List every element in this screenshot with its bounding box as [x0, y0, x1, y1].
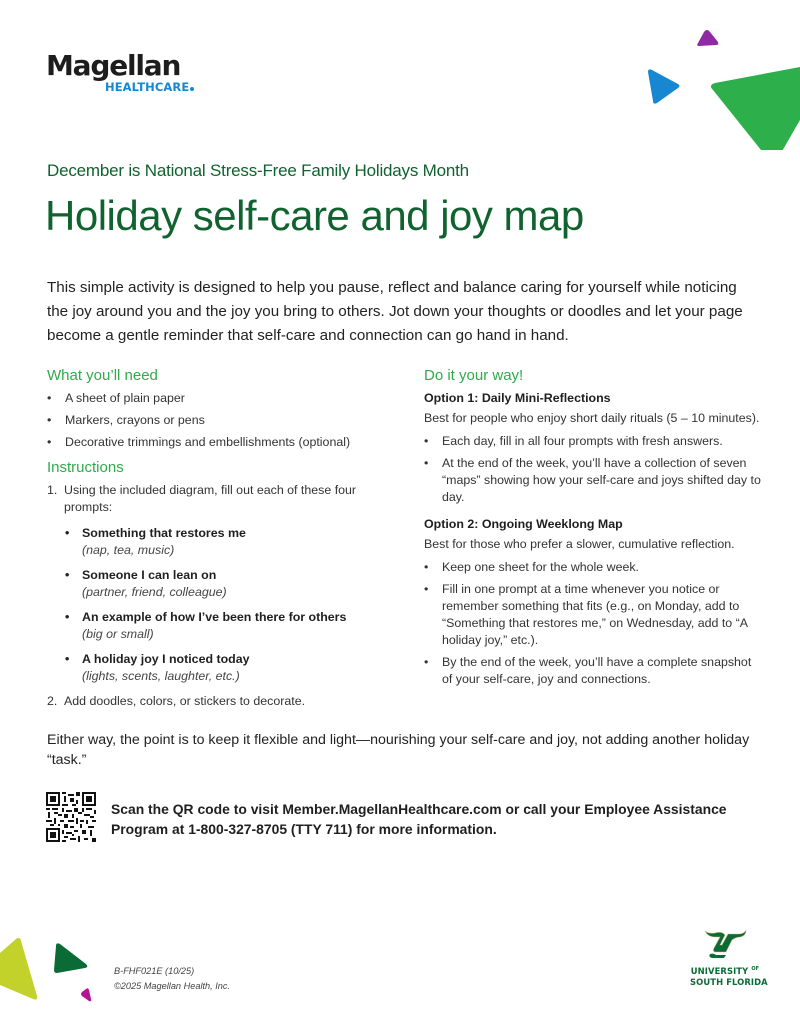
usf-line1: UNIVERSITY $^{OF}$: [690, 965, 760, 976]
triangle-magenta-icon: [81, 988, 91, 1001]
triangle-blue-icon: [648, 69, 680, 103]
needs-item: • Markers, crayons or pens: [47, 412, 392, 429]
option1-list: [424, 433, 764, 506]
step-text: Add doodles, colors, or stickers to decorate.: [64, 694, 306, 708]
logo-subtext: HEALTHCARE: [105, 80, 194, 94]
prompt-item: [64, 525, 392, 559]
usf-bull-icon: [702, 928, 748, 960]
triangle-green-icon: [711, 67, 800, 150]
triangle-purple-icon: [697, 30, 718, 46]
closing-paragraph: Either way, the point is to keep it flexible and light—nourishing your self-care and joy, not adding another holiday “task.”: [47, 732, 750, 768]
qr-code-icon[interactable]: [46, 792, 96, 842]
document-footer: [114, 964, 230, 994]
option2-description: Best for those who prefer a slower, cumulative reflection.: [424, 537, 735, 551]
step-number: 1.: [47, 483, 58, 497]
logo-wordmark: Magellan: [46, 49, 181, 82]
prompt-examples: (big or small): [82, 627, 154, 641]
prompt-examples: (lights, scents, laughter, etc.): [82, 669, 240, 683]
needs-list: [47, 390, 392, 451]
option2-title: Option 2: Ongoing Weeklong Map: [424, 517, 623, 531]
kicker-text: December is National Stress-Free Family Holidays Month: [47, 161, 469, 180]
option1-title: Option 1: Daily Mini-Reflections: [424, 391, 611, 405]
contact-call-to-action: Scan the QR code to visit Member.MagellanHealthcare.com or call your Employee Assistance Program at 1-800-327-8705 (TTY 711) for more information.: [111, 801, 727, 837]
document-code: B-FHF021E (10/25): [114, 966, 195, 976]
prompts-list: [64, 525, 392, 685]
prompt-item: [64, 567, 392, 601]
prompt-title: • A holiday joy I noticed today: [82, 652, 250, 666]
option2-item: • Fill in one prompt at a time whenever you notice or remember something that fits (e.g., on Monday, add to “Something that restores me,” on Wednesday, add to “A holiday joy,” etc.).: [424, 581, 764, 649]
options-heading: Do it your way!: [424, 367, 524, 384]
needs-heading: What you’ll need: [47, 367, 158, 384]
instruction-step: [47, 482, 392, 685]
intro-paragraph: This simple activity is designed to help you pause, reflect and balance caring for yourself while noticing the joy around you and the joy you bring to others. Jot down your thoughts or doodles and let your page become a gentle reminder that self-care and connection can go hand in hand.: [47, 279, 743, 344]
prompt-title: • An example of how I’ve been there for others: [82, 610, 347, 624]
prompt-examples: (nap, tea, music): [82, 543, 175, 557]
option2-item: • Keep one sheet for the whole week.: [424, 559, 764, 576]
instruction-step: [47, 693, 392, 710]
usf-logo: [690, 928, 768, 988]
instructions-list: [47, 482, 392, 710]
page-title: Holiday self-care and joy map: [45, 192, 584, 239]
magellan-logo: [46, 49, 190, 94]
prompt-item: [64, 651, 392, 685]
option1-item: • Each day, fill in all four prompts with fresh answers.: [424, 433, 764, 450]
prompt-item: [64, 609, 392, 643]
right-column: [424, 366, 764, 693]
usf-line2: SOUTH FLORIDA: [690, 976, 768, 987]
option2-list: [424, 559, 764, 688]
triangle-lime-icon: [0, 938, 37, 1000]
decorative-triangles-top: [640, 20, 800, 150]
step-text: Using the included diagram, fill out each of these four prompts:: [64, 483, 357, 514]
option1-description: Best for people who enjoy short daily rituals (5 – 10 minutes).: [424, 411, 760, 425]
logo-dot: [190, 87, 194, 91]
triangle-dark-green-icon: [54, 943, 87, 973]
prompt-examples: (partner, friend, colleague): [82, 585, 227, 599]
option1-item: • At the end of the week, you’ll have a collection of seven “maps” showing how your self-care and joys shifted day to day.: [424, 455, 764, 506]
option2-item: • By the end of the week, you’ll have a complete snapshot of your self-care, joy and connections.: [424, 654, 764, 688]
step-number: 2.: [47, 694, 58, 708]
needs-item: • A sheet of plain paper: [47, 390, 392, 407]
instructions-heading: Instructions: [47, 459, 124, 476]
left-column: [47, 366, 392, 718]
needs-item: • Decorative trimmings and embellishments (optional): [47, 434, 392, 451]
decorative-triangles-bottom: [0, 935, 100, 1010]
prompt-title: • Something that restores me: [82, 526, 246, 540]
prompt-title: • Someone I can lean on: [82, 568, 217, 582]
copyright: ©2025 Magellan Health, Inc.: [114, 981, 231, 991]
